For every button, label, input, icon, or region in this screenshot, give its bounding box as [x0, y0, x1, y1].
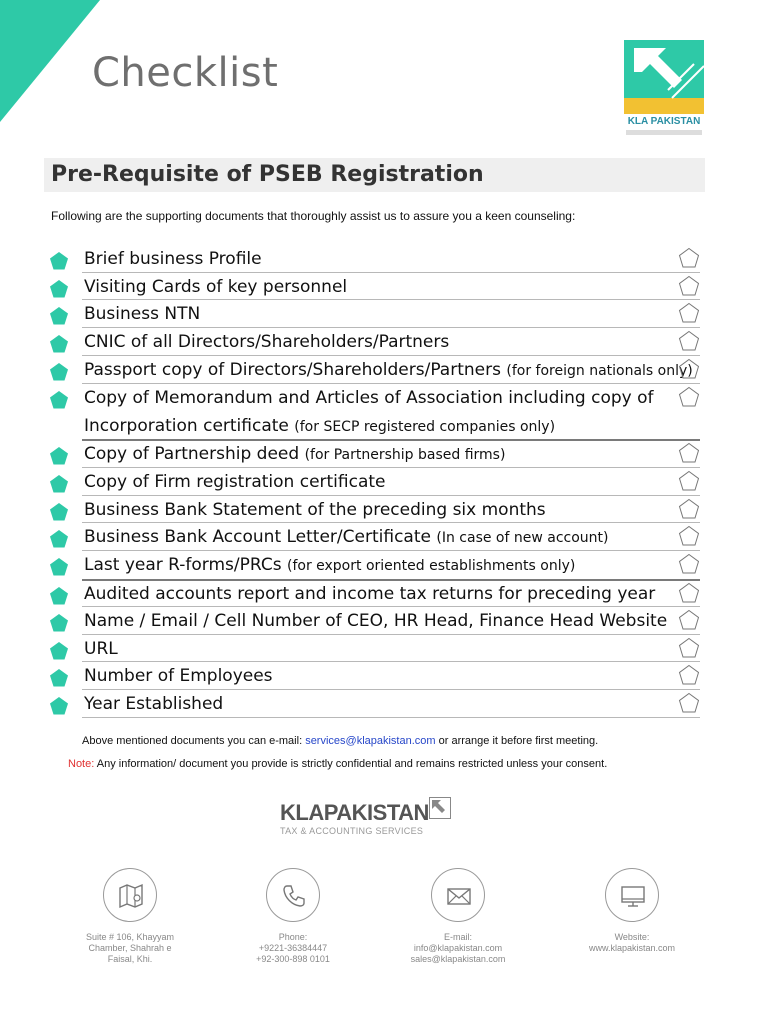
- checklist-item: [0, 245, 768, 273]
- pentagon-bullet-icon: [49, 251, 69, 271]
- checklist-checkbox[interactable]: [678, 386, 700, 408]
- checklist-item: [0, 356, 768, 384]
- checklist-item-label: Business Bank Statement of the preceding six months: [84, 500, 546, 520]
- checklist-item-label: Copy of Firm registration certificate: [84, 472, 386, 492]
- checklist-checkbox[interactable]: [678, 442, 700, 464]
- checklist-item: [0, 384, 768, 440]
- checklist-checkbox[interactable]: [678, 609, 700, 631]
- checklist-item-label: Passport copy of Directors/Shareholders/Partners: [84, 360, 501, 380]
- checklist-item-note: (for export oriented establishments only): [286, 558, 576, 574]
- checklist-item: [0, 273, 768, 300]
- checklist-checkbox[interactable]: [678, 637, 700, 659]
- checklist-item: [0, 496, 768, 523]
- checklist-item: [0, 662, 768, 690]
- submission-suffix: or arrange it before first meeting.: [435, 735, 599, 747]
- checklist-item-text: [84, 384, 654, 441]
- checklist-checkbox[interactable]: [678, 498, 700, 520]
- checklist-item: [0, 300, 768, 328]
- checklist-item-note: (for Partnership based firms): [304, 447, 506, 463]
- services-email-link[interactable]: services@klapakistan.com: [305, 735, 436, 747]
- contact-address: [60, 868, 200, 965]
- pentagon-bullet-icon: [49, 557, 69, 577]
- checklist-item: [0, 580, 768, 607]
- pentagon-bullet-icon: [49, 641, 69, 661]
- address-line-1: Suite # 106, Khayyam: [85, 932, 175, 942]
- checklist-item: [0, 523, 768, 551]
- checklist-item-text: [84, 635, 118, 663]
- pentagon-bullet-icon: [49, 390, 69, 410]
- intro-text: Following are the supporting documents that thoroughly assist us to assure you a keen counseling:: [51, 209, 576, 223]
- map-icon: [103, 868, 157, 922]
- website-label: Website:: [614, 932, 650, 942]
- contact-website: [562, 868, 702, 954]
- checklist-item-note: (for SECP registered companies only): [294, 419, 556, 435]
- checklist-item-label: Name / Email / Cell Number of CEO, HR Head, Finance Head Website: [84, 611, 668, 631]
- checklist-checkbox[interactable]: [678, 330, 700, 352]
- pentagon-bullet-icon: [49, 362, 69, 382]
- brand-name: KLAPAKISTAN: [280, 800, 429, 825]
- checklist-item: [0, 328, 768, 356]
- checklist-checkbox[interactable]: [678, 358, 700, 380]
- phone-number-1[interactable]: +9221-36384447: [258, 943, 328, 953]
- submission-note: [82, 735, 598, 747]
- checklist-item: [0, 440, 768, 468]
- checklist-item-note: (for foreign nationals only): [506, 363, 693, 379]
- phone-number-2[interactable]: +92-300-898 0101: [256, 954, 330, 964]
- phone-icon: [266, 868, 320, 922]
- website-icon: [605, 868, 659, 922]
- checklist-item: [0, 607, 768, 635]
- checklist-checkbox[interactable]: [678, 302, 700, 324]
- checklist-item-text: [84, 356, 693, 385]
- contact-phone: [223, 868, 363, 965]
- submission-prefix: Above mentioned documents you can e-mail:: [82, 735, 306, 747]
- checklist-item-text: [84, 245, 262, 273]
- sales-email-link[interactable]: sales@klapakistan.com: [410, 954, 506, 964]
- checklist-item: [0, 551, 768, 580]
- email-label: E-mail:: [443, 932, 472, 942]
- email-icon: [431, 868, 485, 922]
- checklist-item-text: [84, 551, 575, 580]
- pentagon-bullet-icon: [49, 474, 69, 494]
- checklist-item-note: (In case of new account): [436, 530, 609, 546]
- info-email-link[interactable]: info@klapakistan.com: [413, 943, 503, 953]
- logo-text: KLA PAKISTAN: [627, 116, 701, 127]
- brand-tagline: TAX & ACCOUNTING SERVICES: [280, 826, 424, 836]
- confidentiality-note: [68, 758, 607, 770]
- brand-footer: [280, 800, 460, 840]
- checklist-item-label: Last year R-forms/PRCs: [84, 555, 282, 575]
- checklist-checkbox[interactable]: [678, 247, 700, 269]
- checklist-item-label: Copy of Memorandum and Articles of Association including copy of: [84, 388, 654, 408]
- row-divider: [82, 717, 700, 718]
- pentagon-bullet-icon: [49, 696, 69, 716]
- checklist-checkbox[interactable]: [678, 470, 700, 492]
- checklist-item-text: [84, 580, 655, 608]
- pentagon-bullet-icon: [49, 668, 69, 688]
- pentagon-bullet-icon: [49, 279, 69, 299]
- note-label: Note:: [68, 758, 95, 770]
- checklist-checkbox[interactable]: [678, 664, 700, 686]
- checklist-item: [0, 468, 768, 496]
- checklist-item-text: [84, 607, 667, 635]
- checklist-item-label: Number of Employees: [84, 666, 273, 686]
- checklist-item-label: Audited accounts report and income tax returns for preceding year: [84, 584, 656, 604]
- page-title: Checklist: [92, 50, 279, 96]
- phone-label: Phone:: [278, 932, 308, 942]
- checklist-item-label: Year Established: [84, 694, 224, 714]
- checklist-checkbox[interactable]: [678, 553, 700, 575]
- note-text: Any information/ document you provide is strictly confidential and remains restricted unless your consent.: [94, 758, 608, 770]
- contact-email: [388, 868, 528, 965]
- checklist-item: [0, 690, 768, 718]
- checklist-item-text: [84, 468, 386, 496]
- section-title: Pre-Requisite of PSEB Registration: [51, 162, 484, 187]
- checklist-item-label: URL: [84, 639, 118, 659]
- checklist-checkbox[interactable]: [678, 692, 700, 714]
- checklist-item-label: Business Bank Account Letter/Certificate: [84, 527, 431, 547]
- brand-mark-icon: [429, 797, 451, 819]
- checklist-item-text: [84, 662, 273, 690]
- checklist-item: [0, 635, 768, 662]
- address-line-2: Chamber, Shahrah e: [88, 943, 172, 953]
- checklist-item-text: [84, 273, 347, 301]
- checklist-checkbox[interactable]: [678, 582, 700, 604]
- checklist-item-text: [84, 523, 609, 552]
- checklist-item-text: [84, 328, 449, 356]
- address-line-3: Faisal, Khi.: [107, 954, 153, 964]
- pentagon-bullet-icon: [49, 334, 69, 354]
- pentagon-bullet-icon: [49, 586, 69, 606]
- checklist-item-text: [84, 300, 200, 328]
- pentagon-bullet-icon: [49, 529, 69, 549]
- checklist-checkbox[interactable]: [678, 525, 700, 547]
- website-link[interactable]: www.klapakistan.com: [588, 943, 676, 953]
- pentagon-bullet-icon: [49, 446, 69, 466]
- checklist-item-text: [84, 690, 223, 718]
- pentagon-bullet-icon: [49, 306, 69, 326]
- checklist-item-label: Visiting Cards of key personnel: [84, 277, 348, 297]
- kla-pakistan-logo: [624, 40, 704, 136]
- checklist-item-label: Brief business Profile: [84, 249, 262, 269]
- corner-accent: [0, 0, 100, 122]
- checklist-item-label: CNIC of all Directors/Shareholders/Partners: [84, 332, 450, 352]
- checklist-item-label: Copy of Partnership deed: [84, 444, 300, 464]
- checklist-item-text: [84, 496, 546, 524]
- pentagon-bullet-icon: [49, 613, 69, 633]
- pentagon-bullet-icon: [49, 502, 69, 522]
- checklist-item-label-continued: Incorporation certificate: [84, 416, 289, 436]
- checklist-checkbox[interactable]: [678, 275, 700, 297]
- checklist-item-label: Business NTN: [84, 304, 201, 324]
- checklist-item-text: [84, 440, 505, 469]
